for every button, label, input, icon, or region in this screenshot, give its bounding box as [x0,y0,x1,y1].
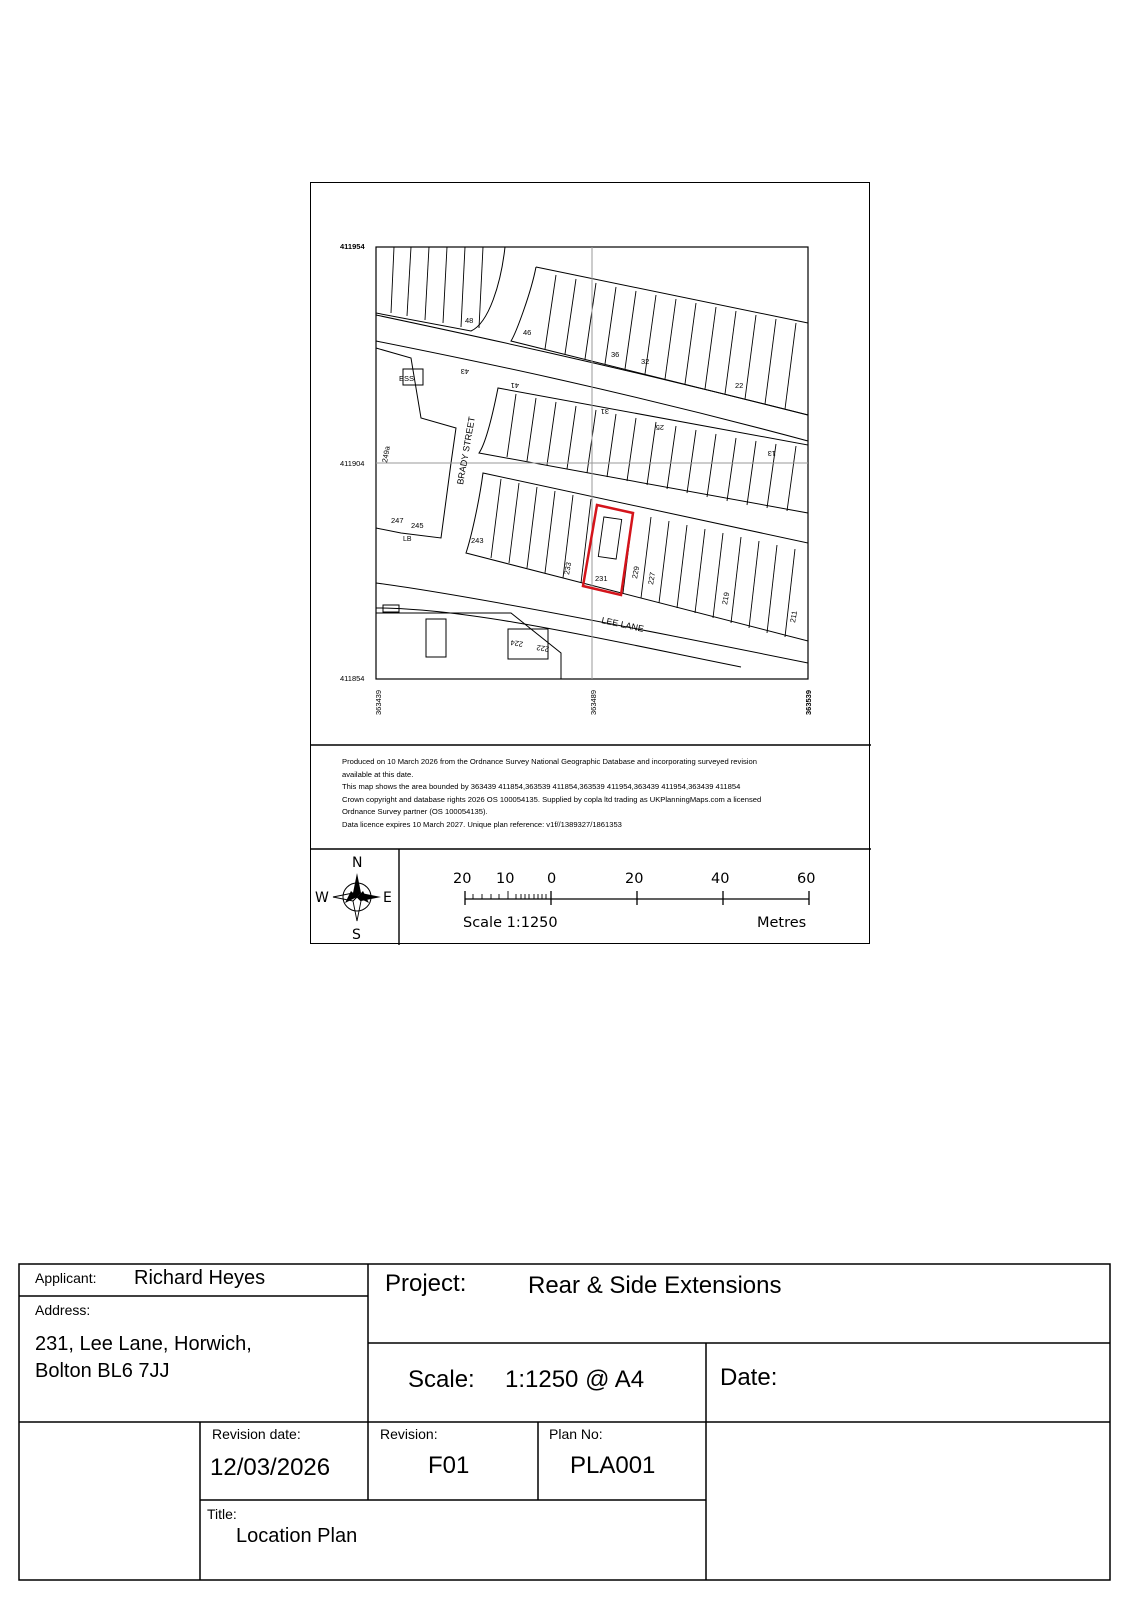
coord-west: 363439 [374,689,383,715]
plan-no-value: PLA001 [570,1452,656,1479]
plan-no-label: Plan No: [549,1426,603,1442]
house-number: 22 [735,381,744,390]
title-value: Location Plan [236,1525,358,1547]
project-value: Rear & Side Extensions [528,1272,782,1299]
note-line: Produced on 10 March 2026 from the Ordnance Survey National Geographic Database and incorporating surveyed revision [342,757,757,766]
applicant-value: Richard Heyes [134,1267,266,1289]
house-number: 219 [720,591,732,606]
coord-mid-y: 411904 [340,459,365,468]
compass-e: E [383,890,392,906]
house-number: 249a [380,445,392,464]
house-number: 243 [471,536,484,545]
scale-tick-label: 0 [547,871,557,887]
compass-w: W [315,890,329,906]
scale-unit: Metres [757,915,807,931]
house-number: 46 [523,328,532,337]
applicant-label: Applicant: [35,1270,97,1286]
date-label: Date: [720,1364,778,1391]
compass-n: N [352,855,363,871]
coord-south: 411854 [340,674,365,683]
compass-s: S [352,927,361,943]
scale-value: 1:1250 @ A4 [505,1366,645,1393]
note-line: available at this date. [342,769,414,779]
house-number: 25 [655,423,664,432]
house-number: 229 [630,565,642,580]
house-number: 36 [611,350,620,359]
house-number: 231 [595,574,608,583]
house-number: 211 [788,609,800,624]
address-label: Address: [35,1302,91,1318]
house-number: 41 [510,381,519,390]
scale-tick-label: 10 [496,871,515,887]
note-line: This map shows the area bounded by 363439 411854,363539 411854,363539 411954,363439 411954,363439 411854 [342,782,741,791]
street-label-brady: BRADY STREET [455,415,477,486]
house-number: 32 [641,357,650,366]
house-number: 224 [509,637,524,649]
scale-text: Scale 1:1250 [463,915,558,931]
note-line: Crown copyright and database rights 2026 OS 100054135. Supplied by copla ltd trading as UKPlanningMaps.com a licensed [342,794,762,804]
project-label: Project: [385,1270,467,1297]
house-number: 31 [600,407,609,416]
house-number: 43 [460,367,469,376]
coord-north: 411954 [340,242,365,251]
scale-tick-label: 40 [711,871,730,887]
revision-value: F01 [428,1452,470,1479]
note-line: Ordnance Survey partner (OS 100054135). [342,807,488,816]
map-label: LB [403,536,412,543]
address-line-2: Bolton BL6 7JJ [35,1360,170,1382]
title-label: Title: [207,1506,237,1522]
coord-east: 363539 [804,689,813,715]
revision-date-value: 12/03/2026 [210,1454,331,1481]
house-number: 245 [411,521,424,530]
address-line-1: 231, Lee Lane, Horwich, [35,1333,252,1355]
note-line: Data licence expires 10 March 2027. Unique plan reference: v1f//1389327/1861353 [342,819,622,829]
house-number: 13 [767,449,776,458]
house-number: 233 [562,561,574,576]
scale-tick-label: 20 [625,871,644,887]
house-number: 222 [535,642,550,654]
scale-tick-label: 20 [453,871,472,887]
scale-label: Scale: [408,1366,475,1393]
revision-label: Revision: [380,1426,438,1442]
coord-mid-x: 363489 [589,689,598,715]
house-number: 247 [391,516,404,525]
house-number: 227 [646,571,658,586]
house-number: 48 [465,316,474,325]
map-label: ESS [399,374,415,383]
street-label-lee-lane: LEE LANE [600,615,645,634]
scale-tick-label: 60 [797,871,816,887]
revision-date-label: Revision date: [212,1426,301,1442]
